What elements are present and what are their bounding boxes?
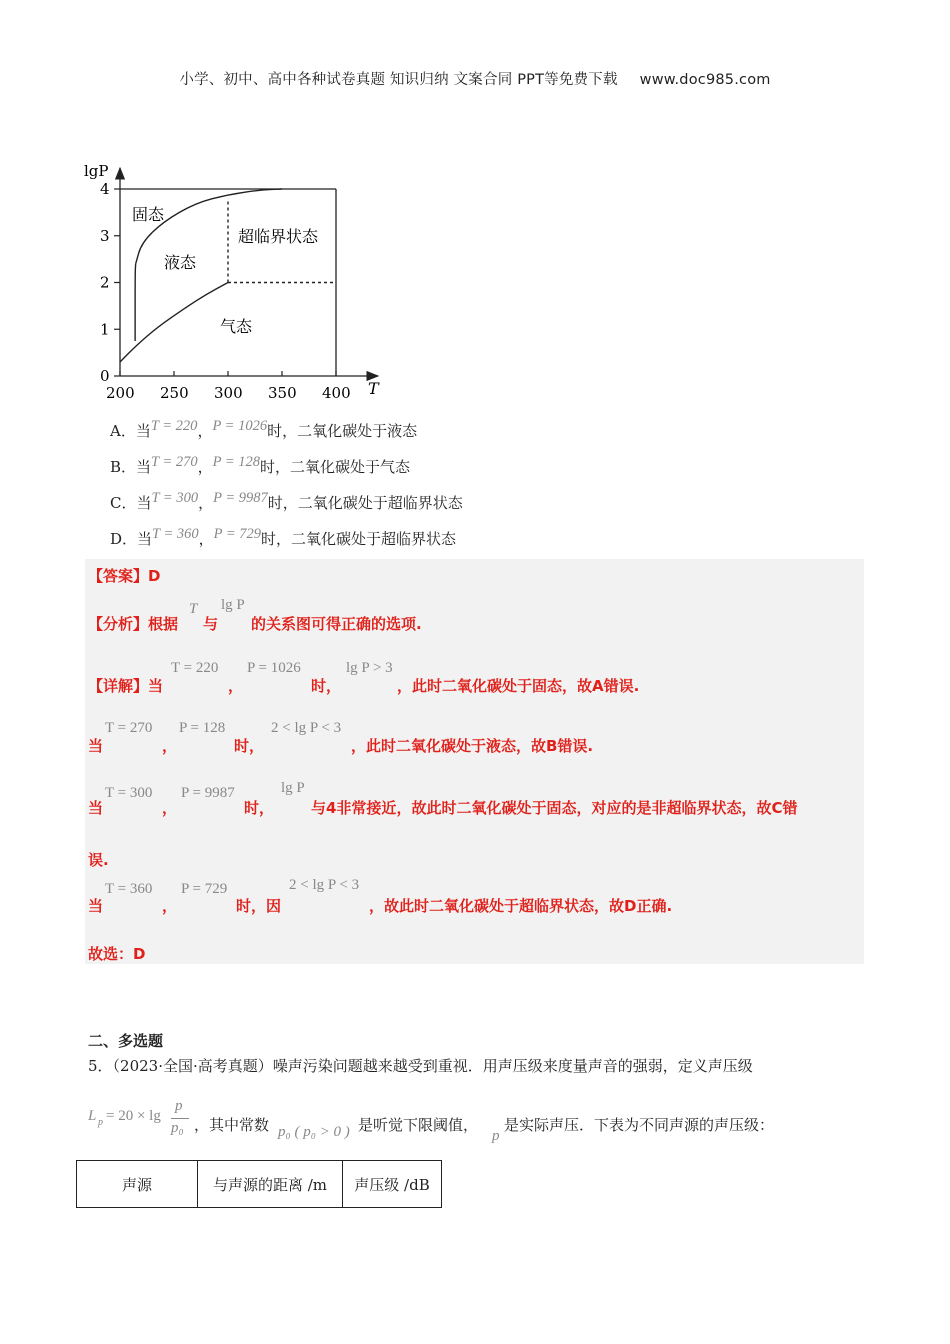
detail-b-b: ， xyxy=(162,737,178,755)
y-tick-label: 0 xyxy=(100,367,110,385)
option-c-t: T = 300 xyxy=(151,490,199,506)
option-b[interactable] xyxy=(110,456,410,477)
detail-a-a: 【详解】当 xyxy=(88,677,164,695)
detail-a-m3: lg P > 3 xyxy=(346,660,393,676)
analysis-m2: lg P xyxy=(221,597,245,613)
option-b-sep: ， xyxy=(197,458,213,476)
region-liquid: 液态 xyxy=(164,253,197,272)
option-c[interactable] xyxy=(110,492,463,513)
table-header-level: 声压级 /dB xyxy=(343,1161,442,1208)
table-header-source: 声源 xyxy=(77,1161,198,1208)
frac-bar xyxy=(171,1118,189,1119)
option-d-t: T = 360 xyxy=(152,526,199,542)
detail-c-m2: P = 9987 xyxy=(181,785,235,801)
option-a-prefix: A．当 xyxy=(110,422,151,440)
detail-d-b: ， xyxy=(162,897,178,915)
y-tick-label: 3 xyxy=(100,226,110,245)
formula-mid: = 20 × lg xyxy=(106,1108,161,1124)
detail-c-d: 与4非常接近，故此时二氧化碳处于固态，对应的是非超临界状态，故C错 xyxy=(311,799,798,817)
option-b-prefix: B．当 xyxy=(110,458,152,476)
table-header-row xyxy=(77,1161,442,1208)
final-answer: 故选：D xyxy=(88,945,146,963)
y-tick-label: 4 xyxy=(100,180,110,198)
detail-c-e: 误. xyxy=(88,851,109,869)
analysis-c: 的关系图可得正确的选项. xyxy=(251,615,422,633)
option-b-t: T = 270 xyxy=(151,454,198,470)
detail-a-c: 时， xyxy=(311,677,342,695)
region-gas: 气态 xyxy=(220,317,253,336)
question5-const: p₀ ( p₀ > 0 ) xyxy=(278,1124,350,1140)
phase-diagram xyxy=(60,150,400,410)
question5-text2: ，其中常数 xyxy=(194,1116,270,1134)
option-b-p: P = 128 xyxy=(212,454,261,470)
region-solid: 固态 xyxy=(132,205,165,224)
analysis-m1: T xyxy=(189,601,198,617)
y-axis-label: lgP xyxy=(84,162,109,180)
section-title: 二、多选题 xyxy=(88,1032,164,1050)
detail-c-m3: lg P xyxy=(281,780,305,796)
table-header-distance: 与声源的距离 /m xyxy=(198,1161,343,1208)
header-url[interactable]: www.doc985.com xyxy=(639,72,771,88)
detail-d-d: ，故此时二氧化碳处于超临界状态，故D正确. xyxy=(369,897,673,915)
formula-L: L xyxy=(88,1108,97,1124)
detail-c-b: ， xyxy=(162,799,178,817)
x-axis-label: T xyxy=(368,379,379,398)
option-a-t: T = 220 xyxy=(150,418,198,434)
option-d[interactable] xyxy=(110,528,456,549)
option-a-p: P = 1026 xyxy=(212,418,268,434)
answer-box xyxy=(85,559,864,964)
option-d-suffix: 时，二氧化碳处于超临界状态 xyxy=(261,530,457,548)
detail-d-m1: T = 360 xyxy=(105,881,153,897)
y-tick-label: 1 xyxy=(100,320,110,339)
option-c-sep: ， xyxy=(198,494,214,512)
option-c-p: P = 9987 xyxy=(213,490,268,506)
detail-c-c: 时， xyxy=(244,799,275,817)
detail-b-d: ，此时二氧化碳处于液态，故B错误. xyxy=(351,737,594,755)
detail-b-m3: 2 < lg P < 3 xyxy=(271,720,342,736)
formula-L-sub: p xyxy=(98,1117,103,1128)
frac-den: p₀ xyxy=(171,1120,184,1136)
detail-d-m2: P = 729 xyxy=(181,881,228,897)
header-text: 小学、初中、高中各种试卷真题 知识归纳 文案合同 PPT等免费下载 xyxy=(179,72,618,88)
detail-d-a: 当 xyxy=(88,897,104,915)
x-tick-label: 400 xyxy=(322,384,351,402)
option-a-suffix: 时，二氧化碳处于液态 xyxy=(267,422,418,440)
analysis-b: 与 xyxy=(203,615,219,633)
detail-a-m1: T = 220 xyxy=(171,660,219,676)
detail-b-m1: T = 270 xyxy=(105,720,153,736)
option-a[interactable] xyxy=(110,420,417,441)
option-d-prefix: D．当 xyxy=(110,530,153,548)
y-tick-label: 2 xyxy=(100,273,110,292)
option-b-suffix: 时，二氧化碳处于气态 xyxy=(260,458,411,476)
option-c-prefix: C．当 xyxy=(110,494,152,512)
gas-liquid-curve xyxy=(120,283,228,362)
melting-curve xyxy=(135,264,136,341)
analysis-a: 【分析】根据 xyxy=(88,615,179,633)
option-d-p: P = 729 xyxy=(213,526,262,542)
detail-a-m2: P = 1026 xyxy=(247,660,301,676)
sound-table xyxy=(76,1160,442,1208)
detail-c-a: 当 xyxy=(88,799,104,817)
region-supercritical: 超临界状态 xyxy=(238,227,319,246)
detail-a-b: ， xyxy=(228,677,244,695)
question5-text4: 是实际声压．下表为不同声源的声压级： xyxy=(504,1116,775,1134)
question5-line1: 5．（2023·全国·高考真题）噪声污染问题越来越受到重视．用声压级来度量声音的强弱，定义声压级 xyxy=(88,1057,753,1075)
answer-line: 【答案】D xyxy=(88,567,161,585)
detail-b-m2: P = 128 xyxy=(179,720,226,736)
option-d-sep: ， xyxy=(198,530,214,548)
detail-b-c: 时， xyxy=(234,737,265,755)
x-tick-label: 350 xyxy=(268,384,297,402)
x-tick-label: 200 xyxy=(106,384,135,402)
detail-a-d: ，此时二氧化碳处于固态，故A错误. xyxy=(397,677,640,695)
x-tick-label: 300 xyxy=(214,384,243,402)
frac-num: p xyxy=(175,1098,183,1114)
question5-var-p: p xyxy=(492,1128,500,1144)
page-header xyxy=(0,68,950,89)
detail-d-m3: 2 < lg P < 3 xyxy=(289,877,360,893)
option-c-suffix: 时，二氧化碳处于超临界状态 xyxy=(267,494,463,512)
question5-text3: 是听觉下限阈值， xyxy=(358,1116,479,1134)
detail-d-c: 时，因 xyxy=(236,897,282,915)
option-a-sep: ， xyxy=(197,422,213,440)
detail-c-m1: T = 300 xyxy=(105,785,153,801)
detail-b-a: 当 xyxy=(88,737,104,755)
x-tick-label: 250 xyxy=(160,384,189,402)
